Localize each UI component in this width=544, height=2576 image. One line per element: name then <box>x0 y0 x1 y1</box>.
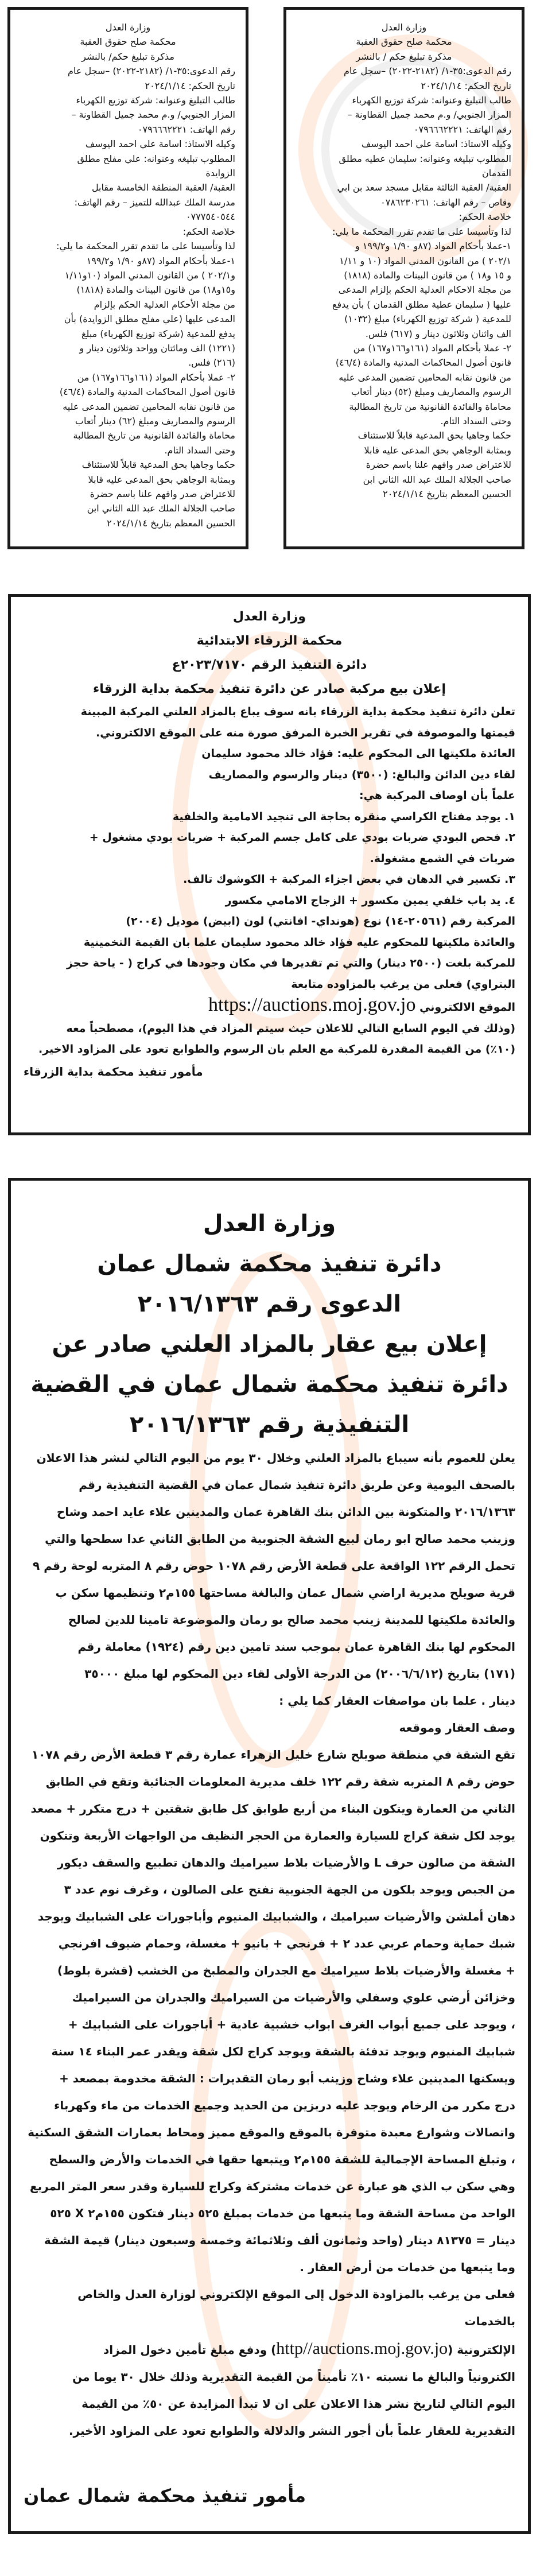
notice-line: مذكرة تبليغ حكم/ بالنشر <box>81 51 174 62</box>
notice-line: خلاصة الحكم: <box>458 211 511 223</box>
body-line: دينار = ٨١٣٧٥ دينار (واحد وثمانون ألف وثلاثمائة وخمسة وسبعون دينار) قيمة الشقة <box>44 2233 515 2247</box>
line-group <box>24 1018 515 1060</box>
notice-line: محاماة والفائدة القانونية من تاريخ المطالبة <box>73 430 235 441</box>
notice-line: ٠٧٧٧٥٤٠٥٤٤ <box>186 211 235 223</box>
body-line: + مغسلة والأرضيات بلاط سيراميك مع الجدران والمطبخ من الخشب (قشرة بلوط) <box>57 1964 515 1977</box>
body-line: ، وتبلغ المساحة الإجمالية للشقة ١٥٥م٢ ويتبعها حقها في الخدمات والأرض والسطح <box>49 2152 515 2166</box>
line-group <box>24 2364 515 2445</box>
body-line: ٤. يد باب خلفي يمين مكسور + الزجاج الامامي مكسور <box>225 894 515 907</box>
judgement-notice-qudman <box>283 7 524 549</box>
header-line: وزارة العدل <box>232 610 306 624</box>
body-line: درج مكرر من الرخام ويوجد عليه دربزين من الحديد وجميع الخدمات من ماء وكهرباء <box>54 2098 515 2112</box>
body-line: وزينب محمد صالح ابو رمان لبيع الشقة الجنوبية من الطابق الثاني عدا سطحها والتي <box>45 1532 515 1546</box>
notice-line: الحسين المعظم بتاريخ ٢٠٢٤/١/١٤ <box>383 488 511 499</box>
body-line: الواحد من مساحة الشقة وما يتبعها من خدمات بمبلغ ٥٢٥ دينار فتكون ١٥٥م٢ X ٥٢٥ <box>50 2206 515 2220</box>
notice-line: قانون أصول المحاكمات المدنية والمادة (٤٦/٤) <box>335 357 511 368</box>
notice-line: للاعتراض صدر وافهم علنا باسم حضرة <box>90 488 235 499</box>
body-line: بالصحف اليومية وعن طريق دائرة تنفيذ شمال عمان في القضية التنفيذية رقم <box>79 1478 515 1492</box>
notice-line: طالب التبليغ وعنوانه: شركة توزيع الكهرباء <box>352 95 511 106</box>
body-line: (١٧١) بتاريخ (٢٠٠٦/٦/١٢) من الدرجة الأولى لقاء دين المحكوم لها مبلغ ٣٥٠٠٠ <box>84 1667 515 1681</box>
notice-line: وبمثابة الوجاهي بحق المدعى عليه قابلا <box>88 474 235 485</box>
body-line: الثاني من العمارة ويتكون البناء من أربع طوابق كل طابق شقتين + درج متكرر + مصعد <box>30 1802 515 1815</box>
notice-body <box>24 701 515 1060</box>
notice-line: المدعى عليها (علي مفلح مطلق الزوايدة) بأن <box>64 313 235 325</box>
notice-line: وكيله الاستاذ: اسامة علي احمد اليوسف <box>361 138 511 150</box>
notice-line: رقم الهاتف: ٠٧٩٦٦٦٢٢٢١ <box>137 123 235 135</box>
notice-line: الزوايدة <box>205 168 235 179</box>
notice-line: و ١٥ و١٨ ) من قانون البينات والمادة (١٨١٨) <box>344 269 511 281</box>
website-label: الموقع الالكتروني <box>419 1001 515 1014</box>
real-estate-auction-notice <box>8 1178 531 2534</box>
body-line: ١. يوجد مفتاح الكراسي منقره بحاجة الى تنجيد الامامية والخلفية <box>172 810 515 823</box>
notice-line: من قانون نقابه المحامين تضمين المدعى عليه <box>63 401 235 412</box>
signature: مأمور تنفيذ محكمة شمال عمان <box>24 2485 306 2507</box>
judgement-notice-zawaydeh <box>7 7 248 549</box>
header-line: إعلان بيع عقار بالمزاد العلني صادر عن <box>52 1331 487 1357</box>
notice-line: المزار الجنوبي/ و.م محمد جميل القطاونة – <box>71 109 235 121</box>
notice-line: لذا وتأسيسا على ما تقدم تقرر المحكمة ما يلي: <box>332 226 511 237</box>
body-line: (١٠٪) من القيمة المقدرة للمركبة مع العلم بان الرسوم والطوابع تعود على المزاود الاخير. <box>38 1043 515 1056</box>
notice-line: وحتى السداد التام. <box>440 415 511 426</box>
notice-line: مدرسة الملك عبدالله للتميز – رقم الهاتف: <box>74 196 235 208</box>
body-line: ويسكنها المدينين علاء وشاح وزينب أبو رمان التقديرات : الشقة مخدومة بمصعد + <box>59 2071 515 2085</box>
line-group <box>24 1445 515 2335</box>
notice-line: محاماة والفائدة القانونية من تاريخ المطالبة <box>349 401 511 412</box>
notice-header <box>24 605 515 701</box>
body-line: للمركبة بلغت (٢٥٠٠ دينار) والتي تم تقديرها في مكان وجودها في كراج ( - ياحة حجز <box>66 957 515 969</box>
website-line-prefix: الإلكترونية ( <box>448 2343 515 2357</box>
body-line: يعلن للعموم بأنه سيباع بالمزاد العلني وخلال ٣٠ يوم من اليوم التالي لنشر هذا الاعلان <box>36 1451 515 1465</box>
header-line: إعلان بيع مركبة صادر عن دائرة تنفيذ محكمة بداية الزرقاء <box>92 682 446 696</box>
notice-line: رقم الدعوى:٣٥-١/ (٢١٨٢-٢٠٢٢) –سجل عام <box>68 65 235 77</box>
notice-line: صاحب الجلالة الملك عبد الله الثاني ابن <box>87 503 235 514</box>
notice-line: ١-عملا بأحكام المواد (٨٧و ١/٩٠ و١٩٩/٢ و <box>355 240 511 252</box>
notice-line: ٢٠٢/١ ) من القانون المدني المواد (١٠ و ١/١١ <box>339 255 511 266</box>
notice-line: رقم الدعوى:٣٥-١/ (٢١٨٢-٢٠٢٢) –سجل عام <box>344 65 511 77</box>
body-line: البتراوي) فعلى من يرغب بالمزاوده متابعة <box>291 977 515 991</box>
header-line: دائرة التنفيذ الرقم ٢٠٢٣/٧١٧٠ع <box>172 658 367 672</box>
notice-line: وزارة العدل <box>381 22 427 33</box>
notice-line: من مجلة الاحكام العدلية الحكم بإلزام المدعى <box>338 284 511 296</box>
notice-header <box>24 1204 515 1445</box>
notice-line: وبمثابة الوجاهي بحق المدعى عليه قابلا <box>364 444 511 456</box>
body-line: الشقة من صالون حرف L والأرضيات بلاط سيراميك والدهان تطبيع والسقف ديكور <box>57 1856 515 1869</box>
body-line: علماً بأن اوصاف المركبة هي: <box>359 789 515 802</box>
notice-line: وقاص – رقم الهاتف: ٠٧٨٦٢٣٠٢٦١ <box>380 196 511 208</box>
header-line: دائرة تنفيذ محكمة شمال عمان في القضية <box>30 1371 508 1398</box>
notice-line: ٢- عملا بأحكام المواد (١٦١و١٦٦و١٦٧) من <box>353 342 511 354</box>
body-line: والعائدة ملكيتها للمحكوم عليه فؤاد خالد محمود سليمان علما بان القيمة التخمينية <box>83 936 515 949</box>
body-line: والعائدة ملكيتها للمدينة زينب محمد صالح بو رمان والموضوعة تامينا للدين لصالح <box>68 1613 515 1627</box>
notice-line: و١٥و١٨) من قانون البينات والمادة (١٨١٨) <box>76 284 235 296</box>
notice-line: رقم الهاتف: ٠٧٩٦٦٦٢٢٢١ <box>413 123 511 135</box>
notice-line: حكما وجاهيا بحق المدعية قابلاً للاستئناف <box>358 430 511 441</box>
notice-line: من قانون نقابه المحامين تضمين المدعى عليه <box>339 371 511 383</box>
notice-line: القدمان <box>481 168 511 179</box>
signature: مأمور تنفيذ محكمة بداية الزرقاء <box>24 1064 203 1078</box>
notice-line: المطلوب تبليغه وعنوانه: سليمان عطيه مطلق <box>339 153 511 164</box>
body-line: لقاء دين الدائن والبالغ: (٣٥٠٠) دينار والرسوم والمصاريف <box>208 768 515 781</box>
notice-line: محكمة صلح حقوق العقبة <box>356 36 452 48</box>
notice-line: حكما وجاهيا بحق المدعية قابلاً للاستئناف <box>81 459 235 471</box>
header-line: دائرة تنفيذ محكمة شمال عمان <box>97 1251 442 1277</box>
notice-line: للاعتراض صدر وافهم علنا باسم حضرة <box>366 459 511 471</box>
notice-body <box>24 1445 515 2445</box>
body-line: دهان أملشن والأرضيات سيراميك ، والشبابيك المنيوم وأباجورات على الشبابيك ويوجد <box>37 1910 515 1923</box>
notice-line: عليها ( سليمان عطية مطلق القدمان ) بأن يدفع <box>332 298 511 310</box>
website-line-suffix: ) ودفع مبلغ تأمين دخول المزاد <box>103 2343 277 2357</box>
header-line: الدعوى رقم ٢٠١٦/١٣٦٣ <box>137 1291 402 1317</box>
notice-line: (٢١٦) فلس. <box>188 357 235 368</box>
line-group <box>297 20 511 501</box>
body-line: شبك حماية وحمام عربي عدد ٢ + فرنجي + بانيو + مغسلة، وحمام ضيوف افرنجي <box>58 1937 515 1950</box>
notice-line: الحسين المعظم بتاريخ ٢٠٢٤/١/١٤ <box>107 517 235 529</box>
header-line: وزارة العدل <box>203 1211 336 1237</box>
line-group <box>21 20 235 530</box>
notice-line: قانون أصول المحاكمات المدنية والمادة (٤٦/٤) <box>59 386 235 398</box>
body-line: تعلن دائرة تنفيذ محكمة بداية الزرقاء بانه سوف يباع بالمزاد العلني المركبة المبينة <box>80 705 515 718</box>
notice-line: صاحب الجلالة الملك عبد الله الثاني ابن <box>363 474 511 485</box>
notice-line: العقبة/ العقبة الثالثة مقابل مسجد سعد بن ابي <box>337 182 511 193</box>
notice-line: العقبة/ العقبة المنطقة الخامسة مقابل <box>91 182 235 193</box>
website-line <box>24 995 515 1018</box>
body-line: يوجد لكل شقة كراج للسيارة والعمارة من الحجر النظيف من الواجهات الأربعة وتتكون <box>40 1829 515 1842</box>
notice-line: خلاصة الحكم: <box>182 226 235 237</box>
body-line: الكترونياً والبالغ ما نسبته ١٠٪ تأميناً من القيمة التقديرية وذلك خلال ٣٠ يوما من <box>72 2370 515 2384</box>
notice-line: مذكرة تبليغ حكم / بالنشر <box>356 51 452 62</box>
notice-line: للمدعية ( شركة توزيع الكهرباء) مبلغ (١٠٣٢) <box>344 313 511 325</box>
notice-line: محكمة صلح حقوق العقبة <box>80 36 176 48</box>
notice-line: طالب التبليغ وعنوانه: شركة توزيع الكهرباء <box>76 95 235 106</box>
body-line: ضربات في الشمع مشغولة. <box>370 852 515 865</box>
vehicle-auction-notice <box>8 594 531 1135</box>
notice-line: لذا وتأسيسا على ما تقدم تقرر المحكمة ما يلي: <box>56 240 235 252</box>
body-line: المحكوم لها بنك القاهرة عمان بموجب سند تامين دين رقم (١٩٢٤) معاملة رقم <box>77 1640 515 1654</box>
body-line: ٣. تكسير في الدهان في بعض اجزاء المركبة + الكوشوك تالف. <box>183 873 515 886</box>
notice-line: يدفع للمدعية (شركة توزيع الكهرباء) مبلغ <box>81 328 235 339</box>
body-line: وهي سكن ب الذي هو عبارة عن خدمات مشتركة وكراج للسيارة وقدر سعر المتر المربع <box>30 2179 515 2193</box>
body-line: اليوم التالي لتاريخ نشر هذا الاعلان على ان لا تبدأ المزايدة عن ٥٠٪ من القيمة <box>81 2397 515 2411</box>
notice-line: من مجلة الأحكام العدلية الحكم بإلزام <box>94 298 235 310</box>
notice-line: المزار الجنوبي/ و.م محمد جميل القطاونة – <box>347 109 511 121</box>
notice-line: المطلوب تبليغه وعنوانه: علي مفلح مطلق <box>77 153 235 164</box>
notice-line: وزارة العدل <box>105 22 151 33</box>
line-group <box>24 701 515 995</box>
notice-line: تاريخ الحكم: ٢٠٢٤/١/١٤ <box>421 80 511 91</box>
notice-line: ١-عملا بأحكام المواد (٨٧و ١/٩٠ و١٩٩/٢ <box>86 255 235 266</box>
notice-line: وكيله الاستاذ: اسامة علي احمد اليوسف <box>85 138 235 150</box>
header-line: محكمة الزرقاء الابتدائية <box>196 634 343 648</box>
notice-line: ٢- عملا بأحكام المواد (١٦١و١٦٦و١٦٧) من <box>77 371 235 383</box>
notice-line: (١٢٢١) الف ومائتان وواحد وثلاثون دينار و <box>79 342 235 354</box>
body-line: قيمتها والموصوفة في تقرير الخبرة المرفق صورة منه على الموقع الالكتروني. <box>96 726 515 739</box>
body-line: فعلى من يرغب بالمزاودة الدخول إلى الموقع الإلكتروني لوزارة العدل والخاص بالخدمات <box>77 2287 515 2328</box>
body-line: ، ويوجد على جميع أبواب الغرف ابواب خشبية عادية + أباجورات على الشبابيك + <box>68 2018 515 2031</box>
body-line: التقديرية للعقار علماً بأن أجور النشر والدلالة والطوابع تعود على المزاود الأخير. <box>68 2424 515 2438</box>
notice-line: الرسوم والمصاريف ومبلغ (٦٢) دينار أتعاب <box>75 415 235 426</box>
notice-line: الف واثنان وثلاثون دينار و (٦١٧) فلس. <box>365 328 511 339</box>
body-line: وما يتبعها من خدمات من أرض العقار . <box>300 2260 515 2274</box>
website-line <box>24 2335 515 2364</box>
body-line: حوض رقم ٨ المتربه شقة رقم ١٢٢ خلف مديرية المعلومات الجنائية وتقع في الطابق <box>45 1775 515 1789</box>
notice-line: و٢٠٢/١ ) من القانون المدني المواد (١٠و١/١١ <box>64 269 235 281</box>
body-line: ٢. فحص البودي ضربات بودي على كامل جسم المركبة + ضربات بودي مشغول + <box>89 831 515 844</box>
body-line: قرية صويلح مديرية اراضي شمال عمان والبالغة مساحتها ١٥٥م٢ وتنظيمها سكن ب <box>55 1586 515 1600</box>
body-line: العائدة ملكيتها الى المحكوم عليه: فؤاد خالد محمود سليمان <box>201 747 515 760</box>
body-line: شبابيك المنيوم ويوجد تدفئة بالشقة ويوجد كراج لكل شقة ويقدر عمر البناء ١٤ سنة <box>51 2044 515 2058</box>
body-line: ٢٠١٦/١٣٦٣ والمتكونة بين الدائن بنك القاهرة عمان والمدينين علاء عايد احمد وشاح <box>56 1505 515 1519</box>
body-line: تحمل الرقم ١٢٢ الواقعة على قطعة الأرض رقم ١٠٧٨ حوض رقم ٨ المتربه لوحة رقم ٩ <box>33 1559 515 1573</box>
body-line: وصف العقار وموقعه <box>399 1721 515 1735</box>
website-link[interactable]: http//auctions.moj.gov.jo <box>276 2339 448 2358</box>
body-line: دينار . علما بان مواصفات العقار كما يلي : <box>279 1694 515 1708</box>
body-line: من الجبص ويوجد بلكون من الجهة الجنوبية تفتح على الصالون ، وغرف نوم عدد ٣ <box>64 1883 515 1896</box>
body-line: تقع الشقة في منطقة صويلح شارع خليل الزهراء عمارة رقم ٣ قطعة الأرض رقم ١٠٧٨ <box>32 1748 515 1762</box>
notice-line: وحتى السداد التام. <box>164 444 235 456</box>
body-line: المركبة رقم (٢٠٥٦١-١٤) نوع (هونداي- افانتي) لون (ابيض) موديل (٢٠٠٤) <box>126 915 515 928</box>
header-line: التنفيذية رقم ٢٠١٦/١٣٦٣ <box>129 1411 410 1438</box>
notice-line: الرسوم والمصاريف ومبلغ (٥٢) دينار أتعاب <box>351 386 511 398</box>
notice-line: تاريخ الحكم: ٢٠٢٤/١/١٤ <box>145 80 235 91</box>
body-line: (وذلك في اليوم السابع التالي للاعلان حيث سيتم المزاد في هذا اليوم)، مصطحباً معه <box>66 1022 515 1035</box>
website-link[interactable]: https://auctions.moj.gov.jo <box>208 994 416 1015</box>
body-line: وخزائن أرضي علوي وسفلي والأرضيات من السيراميك والجدران من السيراميك <box>72 1991 515 2004</box>
body-line: واتصالات وشوارع معبدة متوفرة بالموقع والموقع مميز ومحاط بعمارات الشقق السكنية <box>28 2125 515 2139</box>
